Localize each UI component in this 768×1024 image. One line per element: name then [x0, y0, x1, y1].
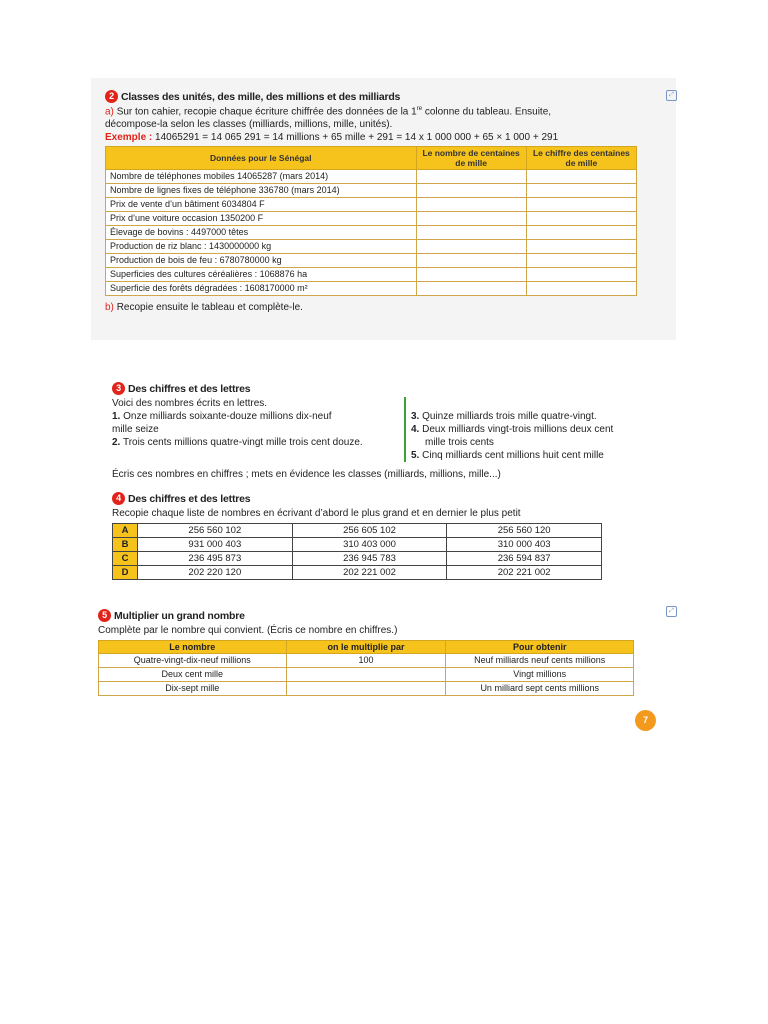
empty-cell [526, 170, 636, 184]
table-row [106, 240, 637, 254]
table-cell: Dix-sept mille [99, 682, 287, 696]
table-cell: Neuf milliards neuf cents millions [446, 654, 634, 668]
row-label: A [113, 524, 138, 538]
item-text: Onze milliards soixante-douze millions dix-neuf [123, 411, 332, 422]
exercise-3 [112, 382, 652, 481]
table-row [113, 566, 602, 580]
table-cell [286, 668, 446, 682]
table-cell: 236 594 837 [447, 552, 602, 566]
empty-cell [526, 198, 636, 212]
empty-cell [416, 282, 526, 296]
table-row [106, 254, 637, 268]
part-a-text-cont: colonne du tableau. Ensuite, [422, 106, 552, 118]
column-header: Le chiffre des centaines de mille [526, 147, 636, 170]
number-list-table [112, 523, 602, 580]
page-number-badge: 7 [635, 710, 656, 731]
exercise-2-part-b [105, 301, 641, 314]
table-row [106, 170, 637, 184]
table-row [113, 524, 602, 538]
table-cell: Nombre de téléphones mobiles 14065287 (mars 2014) [106, 170, 417, 184]
part-a-text-line2: décompose-la selon les classes (milliards, millions, mille, unités). [105, 119, 393, 131]
table-row [106, 268, 637, 282]
column-header: Le nombre [99, 641, 287, 654]
example-label: Exemple : [105, 132, 153, 144]
empty-cell [416, 212, 526, 226]
item-number: 5. [411, 450, 420, 461]
part-b-label: b) [105, 302, 114, 314]
exercise-5-instruction: Complète par le nombre qui convient. (Écris ce nombre en chiffres.) [98, 625, 398, 636]
table-row [113, 538, 602, 552]
exercise-2-heading [105, 90, 641, 103]
empty-cell [526, 184, 636, 198]
empty-cell [416, 184, 526, 198]
item-number: 1. [112, 411, 121, 422]
table-cell: Superficie des forêts dégradées : 1608170000 m² [106, 282, 417, 296]
table-cell: 100 [286, 654, 446, 668]
part-b-text: Recopie ensuite le tableau et complète-le. [116, 302, 303, 314]
row-label: D [113, 566, 138, 580]
exercise-2-example [105, 131, 641, 144]
list-item [411, 423, 651, 436]
part-a-label: a) [105, 106, 114, 118]
exercise-5-heading [98, 609, 638, 622]
exercise-3-instruction: Écris ces nombres en chiffres ; mets en évidence les classes (milliards, millions, mille...) [112, 469, 501, 480]
empty-cell [416, 226, 526, 240]
item-text: Quinze milliards trois mille quatre-vingt. [422, 411, 597, 422]
exercise-3-left-column [112, 397, 398, 462]
list-item [112, 410, 398, 423]
multiplication-table [98, 640, 634, 696]
column-header: Données pour le Sénégal [106, 147, 417, 170]
table-row [106, 226, 637, 240]
item-number: 4. [411, 424, 420, 435]
table-cell: 236 945 783 [292, 552, 447, 566]
exercise-number-badge: 3 [112, 382, 125, 395]
item-number: 2. [112, 437, 121, 448]
exercise-number-badge: 4 [112, 492, 125, 505]
empty-cell [416, 268, 526, 282]
table-cell: 202 220 120 [138, 566, 293, 580]
table-cell: Production de bois de feu : 6780780000 kg [106, 254, 417, 268]
zoom-icon[interactable]: ⤢ [666, 606, 677, 617]
empty-cell [526, 254, 636, 268]
exercise-4-title: Des chiffres et des lettres [128, 492, 251, 505]
empty-cell [416, 254, 526, 268]
exercise-2-panel [91, 78, 676, 340]
table-cell: 202 221 002 [447, 566, 602, 580]
exercise-3-heading [112, 382, 652, 395]
exercise-number-badge: 5 [98, 609, 111, 622]
table-cell: Quatre-vingt-dix-neuf millions [99, 654, 287, 668]
empty-cell [526, 226, 636, 240]
exercise-2-part-a [105, 103, 641, 118]
example-text: 14065291 = 14 065 291 = 14 millions + 65 mille + 291 = 14 x 1 000 000 + 65 × 1 000 + 291 [152, 132, 559, 144]
table-row [99, 682, 634, 696]
item-text: Deux milliards vingt-trois millions deux cent [422, 424, 614, 435]
zoom-icon[interactable]: ⤢ [666, 90, 677, 101]
table-row [106, 212, 637, 226]
table-cell: 256 605 102 [292, 524, 447, 538]
row-label: C [113, 552, 138, 566]
table-row [113, 552, 602, 566]
item-text-cont: mille seize [112, 424, 159, 435]
empty-cell [416, 198, 526, 212]
exercise-number-badge: 2 [105, 90, 118, 103]
table-cell: 310 000 403 [447, 538, 602, 552]
exercise-2-title: Classes des unités, des mille, des millions et des milliards [121, 90, 401, 103]
exercise-4-instruction: Recopie chaque liste de nombres en écrivant d’abord le plus grand et en dernier le plus petit [112, 508, 521, 519]
table-row [99, 654, 634, 668]
exercise-3-intro: Voici des nombres écrits en lettres. [112, 398, 268, 409]
empty-cell [416, 240, 526, 254]
column-header: Pour obtenir [446, 641, 634, 654]
table-cell: Deux cent mille [99, 668, 287, 682]
table-cell: Élevage de bovins : 4497000 têtes [106, 226, 417, 240]
table-cell: Prix d’une voiture occasion 1350200 F [106, 212, 417, 226]
exercise-5 [98, 609, 638, 696]
column-header: on le multiplie par [286, 641, 446, 654]
exercise-3-columns [112, 397, 652, 462]
table-cell: 310 403 000 [292, 538, 447, 552]
table-cell: Vingt millions [446, 668, 634, 682]
item-text-cont: mille trois cents [425, 437, 494, 448]
table-cell: 256 560 120 [447, 524, 602, 538]
table-row [106, 282, 637, 296]
senegal-data-table [105, 146, 637, 296]
table-cell: 236 495 873 [138, 552, 293, 566]
table-cell: Production de riz blanc : 1430000000 kg [106, 240, 417, 254]
empty-cell [526, 282, 636, 296]
exercise-5-title: Multiplier un grand nombre [114, 609, 245, 622]
table-cell: Superficies des cultures céréalières : 1068876 ha [106, 268, 417, 282]
empty-cell [526, 268, 636, 282]
column-header: Le nombre de centaines de mille [416, 147, 526, 170]
exercise-4 [112, 492, 612, 580]
list-item [411, 410, 651, 423]
part-a-text: Sur ton cahier, recopie chaque écriture chiffrée des données de la 1 [116, 106, 417, 118]
row-label: B [113, 538, 138, 552]
list-item [411, 449, 651, 462]
table-cell: Nombre de lignes fixes de téléphone 336780 (mars 2014) [106, 184, 417, 198]
table-cell: Un milliard sept cents millions [446, 682, 634, 696]
item-text: Cinq milliards cent millions huit cent mille [422, 450, 604, 461]
empty-cell [526, 212, 636, 226]
table-cell [286, 682, 446, 696]
empty-cell [526, 240, 636, 254]
list-item [112, 436, 398, 449]
empty-cell [416, 170, 526, 184]
exercise-4-heading [112, 492, 612, 505]
exercise-3-title: Des chiffres et des lettres [128, 382, 251, 395]
exercise-3-right-column [404, 397, 651, 462]
item-number: 3. [411, 411, 420, 422]
table-cell: 256 560 102 [138, 524, 293, 538]
table-cell: Prix de vente d’un bâtiment 6034804 F [106, 198, 417, 212]
table-cell: 931 000 403 [138, 538, 293, 552]
table-row [99, 668, 634, 682]
table-row [106, 184, 637, 198]
item-text: Trois cents millions quatre-vingt mille trois cent douze. [122, 437, 363, 448]
table-row [106, 198, 637, 212]
part-a-superscript: re [416, 106, 423, 112]
table-cell: 202 221 002 [292, 566, 447, 580]
